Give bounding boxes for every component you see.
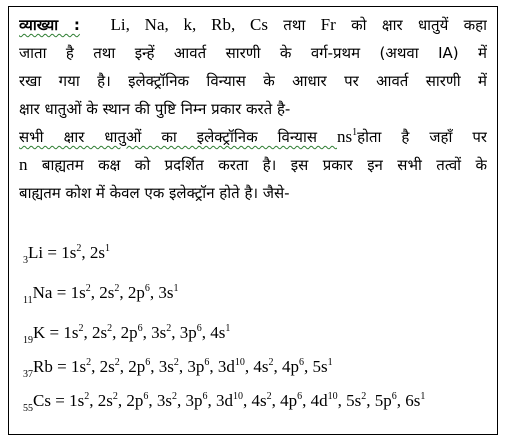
config-line-2: [19, 151, 487, 179]
equals-sign: =: [43, 243, 62, 262]
orbital: 2p: [128, 357, 146, 376]
term-separator: ,: [271, 391, 281, 410]
term-separator: ,: [366, 391, 375, 410]
orbital: 5s: [346, 391, 362, 410]
electron-count: 6: [196, 323, 202, 334]
electron-count: 1: [420, 391, 426, 402]
term-separator: ,: [209, 357, 218, 376]
orbital: 5p: [374, 391, 392, 410]
atomic-number: 3: [23, 255, 28, 266]
electron-count: 2: [86, 357, 92, 368]
term-separator: ,: [90, 283, 100, 302]
heading-label: व्याख्या :: [19, 16, 80, 34]
electron-count: 1: [327, 357, 333, 368]
element-symbol: K: [33, 323, 46, 342]
term-separator: ,: [303, 357, 313, 376]
electron-count: 10: [232, 391, 243, 402]
orbital: 3p: [185, 391, 203, 410]
orbital: 3s: [151, 323, 167, 342]
term-separator: ,: [148, 391, 157, 410]
electron-count: 10: [327, 391, 338, 402]
term-separator: ,: [81, 243, 90, 262]
electron-count: 2: [112, 391, 118, 402]
ns-notation: [337, 127, 357, 146]
orbital: 3s: [158, 283, 174, 302]
element-symbol: Cs: [33, 391, 51, 410]
orbital: 3d: [217, 357, 235, 376]
electron-count: 2: [114, 357, 120, 368]
electron-count: 2: [266, 391, 272, 402]
config-line-1-start: सभी क्षार धातुओं का इलेक्ट्रॉनिक विन्यास: [19, 128, 337, 146]
electron-count: 2: [173, 357, 179, 368]
ns-superscript: 1: [352, 127, 358, 138]
electron-count: 6: [143, 391, 149, 402]
orbital: 6s: [405, 391, 421, 410]
term-separator: ,: [89, 391, 98, 410]
orbital: 2s: [97, 391, 113, 410]
electron-count: 2: [268, 357, 274, 368]
orbital: 4s: [210, 323, 226, 342]
n-symbol: n: [19, 155, 28, 174]
alkali-element-list: Li, Na, k, Rb, Cs: [110, 15, 268, 34]
config-lithium: [23, 243, 110, 271]
orbital: 4p: [281, 357, 299, 376]
equals-sign: =: [50, 391, 70, 410]
intro-line-2: जाता है तथा इन्हें आवर्त सारणी के वर्ग-प्रथम (अथवा IA) में: [19, 44, 487, 62]
config-line-1-end: होता है जहाँ पर: [357, 128, 487, 146]
orbital: 4p: [280, 391, 298, 410]
term-separator: ,: [142, 323, 152, 342]
orbital: 4d: [310, 391, 328, 410]
electron-count: 2: [85, 283, 91, 294]
orbital: 4s: [251, 391, 267, 410]
atomic-number: 55: [23, 403, 33, 414]
electron-count: 2: [171, 391, 177, 402]
orbital: 3p: [179, 323, 197, 342]
electron-count: 1: [173, 283, 179, 294]
term-separator: ,: [91, 357, 100, 376]
term-separator: ,: [171, 323, 180, 342]
explanation-box: [8, 6, 498, 435]
term-separator: ,: [119, 283, 128, 302]
term-separator: ,: [207, 391, 216, 410]
electron-count: 6: [144, 283, 150, 294]
term-separator: ,: [117, 391, 127, 410]
electron-count: 2: [76, 243, 82, 254]
electron-count: 6: [298, 357, 304, 368]
orbital: 3d: [215, 391, 233, 410]
electron-count: 2: [84, 391, 90, 402]
term-separator: ,: [83, 323, 92, 342]
term-separator: ,: [244, 357, 254, 376]
config-line-2-rest: बाह्यतम कक्ष को प्रदर्शित करता है। इस प्रकार इन सभी तत्वों के: [27, 156, 487, 174]
orbital: 2s: [99, 357, 115, 376]
electron-count: 6: [297, 391, 303, 402]
francium-symbol: Fr: [320, 15, 336, 34]
orbital: 2s: [89, 243, 105, 262]
term-separator: ,: [337, 391, 347, 410]
term-separator: ,: [242, 391, 252, 410]
orbital: 2s: [99, 283, 115, 302]
electron-count: 6: [202, 391, 208, 402]
intro-line-1-mid: तथा: [267, 16, 321, 34]
electron-count: 2: [361, 391, 367, 402]
term-separator: ,: [150, 357, 159, 376]
orbital: 2p: [126, 391, 144, 410]
orbital: 2p: [127, 283, 145, 302]
term-separator: ,: [201, 323, 211, 342]
element-symbol: Rb: [33, 357, 53, 376]
paragraph-intro: [19, 11, 487, 123]
ns-base: ns: [336, 127, 353, 146]
config-potassium: [23, 323, 230, 351]
orbital: 1s: [63, 323, 79, 342]
term-separator: ,: [273, 357, 282, 376]
orbital: 3s: [156, 391, 172, 410]
orbital: 5s: [312, 357, 328, 376]
electron-count: 2: [114, 283, 120, 294]
term-separator: ,: [396, 391, 406, 410]
orbital: 1s: [69, 391, 85, 410]
intro-line-3: रखा गया है। इलेक्ट्रॉनिक विन्यास के आधार पर आवर्त सारणी में: [19, 72, 487, 90]
atomic-number: 11: [23, 295, 33, 306]
electron-count: 6: [391, 391, 397, 402]
intro-line-4: क्षार धातुओं के स्थान की पुष्टि निम्न प्रकार करते है-: [19, 100, 291, 118]
electron-count: 6: [204, 357, 210, 368]
term-separator: ,: [112, 323, 121, 342]
electron-count: 6: [145, 357, 151, 368]
electron-count: 1: [104, 243, 110, 254]
atomic-number: 19: [23, 335, 33, 346]
term-separator: ,: [149, 283, 159, 302]
intro-line-1-end: को क्षार धातुयें कहा: [335, 16, 487, 34]
electron-count: 2: [166, 323, 172, 334]
electron-count: 2: [107, 323, 113, 334]
orbital: 2p: [120, 323, 138, 342]
orbital: 1s: [70, 357, 87, 376]
orbital: 2s: [92, 323, 108, 342]
electron-count: 10: [234, 357, 245, 368]
orbital: 4s: [253, 357, 269, 376]
orbital: 3p: [187, 357, 205, 376]
element-symbol: Li: [28, 243, 44, 262]
orbital: 3s: [158, 357, 174, 376]
orbital: 1s: [61, 243, 77, 262]
term-separator: ,: [176, 391, 186, 410]
atomic-number: 37: [23, 369, 33, 380]
term-separator: ,: [302, 391, 311, 410]
equals-sign: =: [45, 323, 64, 342]
term-separator: ,: [119, 357, 129, 376]
element-symbol: Na: [32, 283, 53, 302]
equals-sign: =: [52, 283, 71, 302]
config-sodium: [23, 283, 178, 311]
config-rubidium: [23, 357, 333, 385]
orbital: 1s: [70, 283, 86, 302]
equals-sign: =: [52, 357, 71, 376]
electron-count: 1: [225, 323, 231, 334]
config-cesium: [23, 391, 425, 419]
term-separator: ,: [178, 357, 188, 376]
config-line-3: बाह्यतम कोश में केवल एक इलेक्ट्रॉन होते है। जैसे-: [19, 184, 290, 202]
electron-count: 2: [78, 323, 84, 334]
intro-line-1: [19, 11, 487, 39]
config-line-1: [19, 123, 487, 151]
electron-count: 6: [137, 323, 143, 334]
paragraph-configuration: [19, 123, 487, 207]
